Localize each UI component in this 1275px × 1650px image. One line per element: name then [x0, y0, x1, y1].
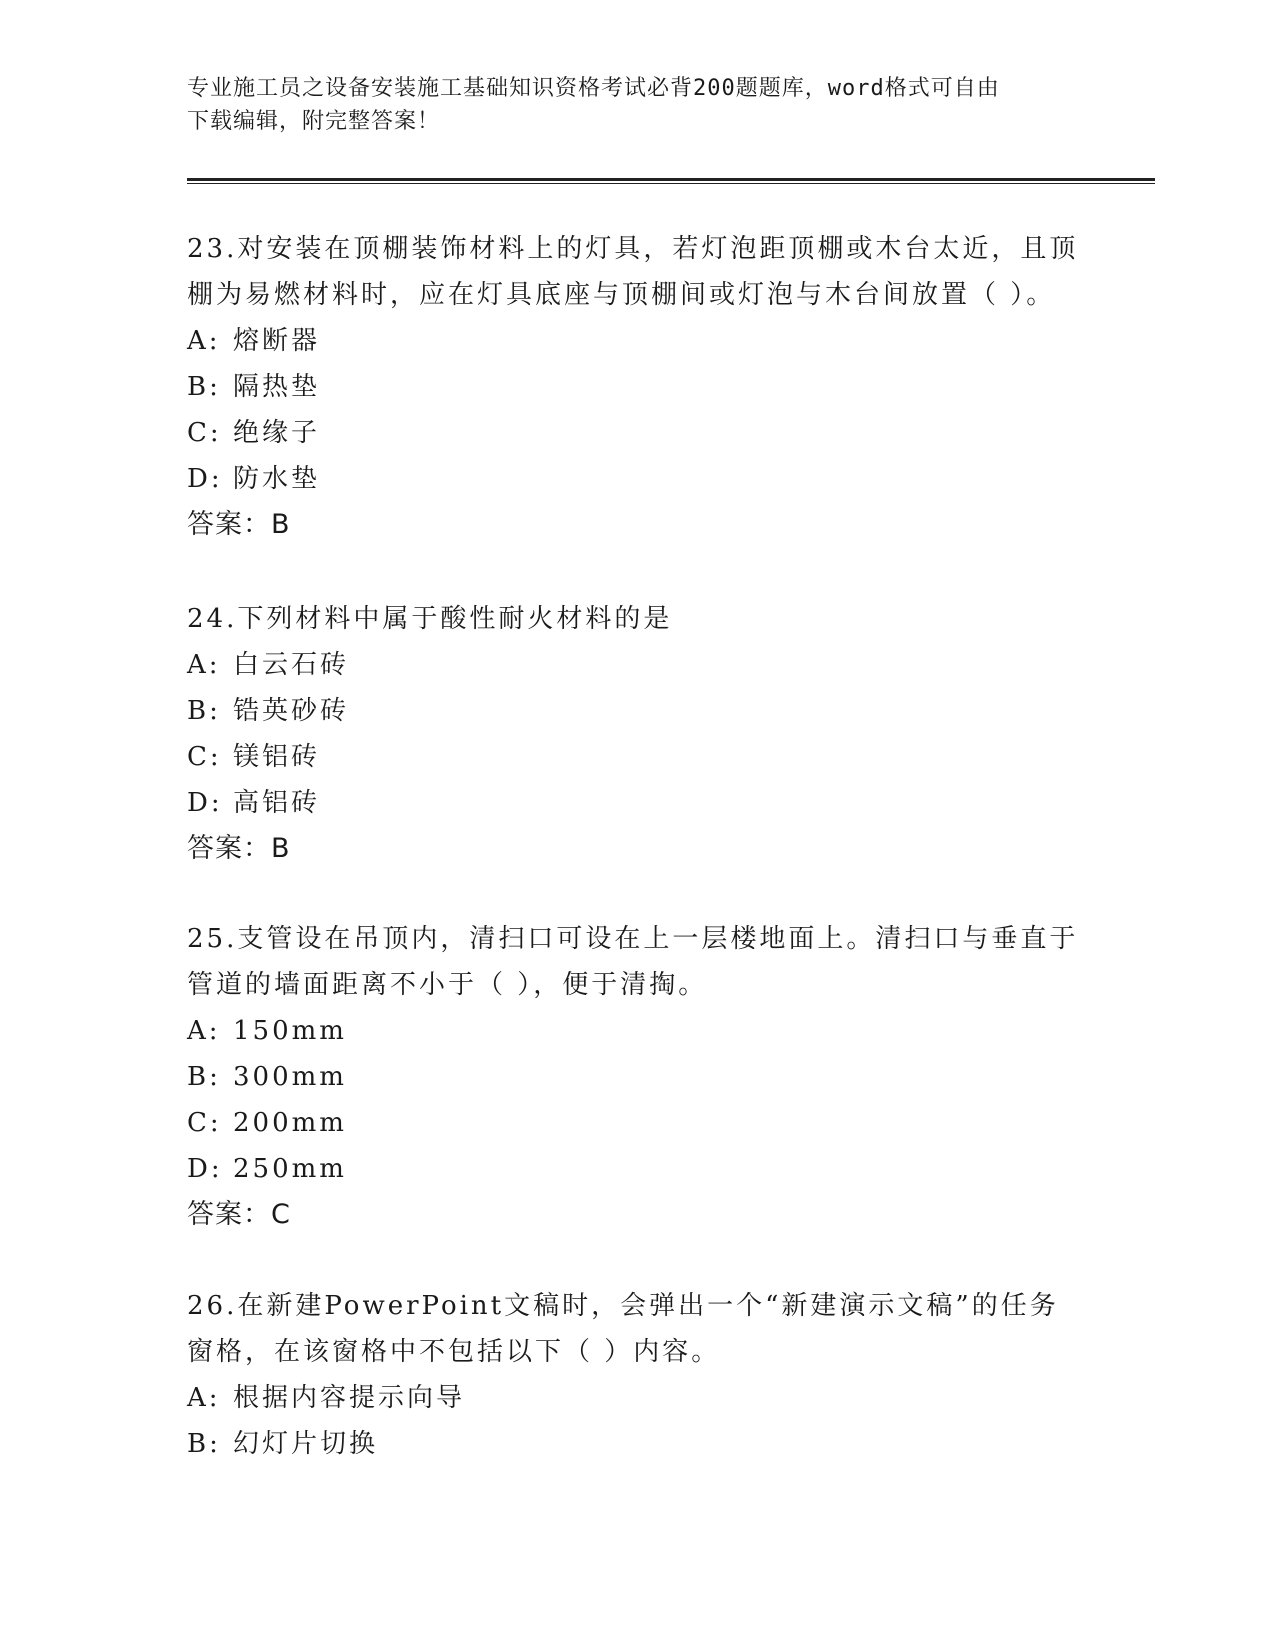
question-text-line-2: 管道的墙面距离不小于（ ），便于清掏。 — [187, 970, 708, 1000]
option-d — [187, 780, 1087, 826]
option-value: 高铝砖 — [233, 788, 321, 818]
header-line-1: 专业施工员之设备安装施工基础知识资格考试必背200题题库，word格式可自由 — [187, 76, 1000, 101]
question-26 — [187, 1283, 1087, 1467]
option-value: 绝缘子 — [233, 418, 321, 448]
option-key: A: — [187, 1383, 221, 1413]
option-value: 根据内容提示向导 — [233, 1383, 466, 1413]
header-divider-thick — [187, 178, 1155, 181]
option-value: 锆英砂砖 — [233, 696, 350, 726]
answer-label: 答案：B — [187, 833, 291, 864]
question-24 — [187, 596, 1087, 872]
option-b — [187, 364, 1087, 410]
question-text-line-1: 24.下列材料中属于酸性耐火材料的是 — [187, 604, 673, 634]
document-header — [187, 72, 1067, 138]
option-b — [187, 1421, 1087, 1467]
option-c — [187, 1100, 1087, 1146]
question-text-line-2: 棚为易燃材料时，应在灯具底座与顶棚间或灯泡与木台间放置（ ）。 — [187, 280, 1056, 310]
option-key: B: — [187, 696, 221, 726]
option-value: 200mm — [233, 1108, 347, 1138]
question-23 — [187, 226, 1087, 548]
option-a — [187, 1008, 1087, 1054]
question-text-line-1: 23.对安装在顶棚装饰材料上的灯具，若灯泡距顶棚或木台太近，且顶 — [187, 234, 1079, 264]
option-key: D: — [187, 1154, 223, 1184]
answer-label: 答案：B — [187, 509, 291, 540]
option-a — [187, 642, 1087, 688]
option-value: 熔断器 — [233, 326, 321, 356]
option-b — [187, 1054, 1087, 1100]
option-value: 镁铝砖 — [233, 742, 321, 772]
option-key: B: — [187, 372, 221, 402]
option-key: A: — [187, 1016, 221, 1046]
option-d — [187, 1146, 1087, 1192]
option-value: 防水垫 — [233, 464, 321, 494]
question-text-line-2: 窗格，在该窗格中不包括以下（ ）内容。 — [187, 1337, 721, 1367]
option-c — [187, 734, 1087, 780]
option-b — [187, 688, 1087, 734]
option-value: 300mm — [233, 1062, 347, 1092]
option-key: C: — [187, 418, 222, 448]
option-key: A: — [187, 326, 221, 356]
option-key: D: — [187, 788, 223, 818]
option-value: 白云石砖 — [233, 650, 350, 680]
option-key: C: — [187, 1108, 222, 1138]
option-value: 隔热垫 — [233, 372, 321, 402]
option-key: C: — [187, 742, 222, 772]
option-d — [187, 456, 1087, 502]
question-text-line-1: 26.在新建PowerPoint文稿时，会弹出一个“新建演示文稿”的任务 — [187, 1291, 1059, 1321]
option-value: 250mm — [233, 1154, 347, 1184]
option-key: B: — [187, 1062, 221, 1092]
header-divider-thin — [187, 183, 1155, 184]
question-25 — [187, 916, 1087, 1238]
option-a — [187, 318, 1087, 364]
header-line-2: 下载编辑，附完整答案！ — [187, 109, 441, 134]
option-c — [187, 410, 1087, 456]
option-key: B: — [187, 1429, 221, 1459]
option-value: 幻灯片切换 — [233, 1429, 379, 1459]
option-key: D: — [187, 464, 223, 494]
option-key: A: — [187, 650, 221, 680]
answer-label: 答案：C — [187, 1199, 291, 1230]
question-text-line-1: 25.支管设在吊顶内，清扫口可设在上一层楼地面上。清扫口与垂直于 — [187, 924, 1079, 954]
option-a — [187, 1375, 1087, 1421]
option-value: 150mm — [233, 1016, 347, 1046]
